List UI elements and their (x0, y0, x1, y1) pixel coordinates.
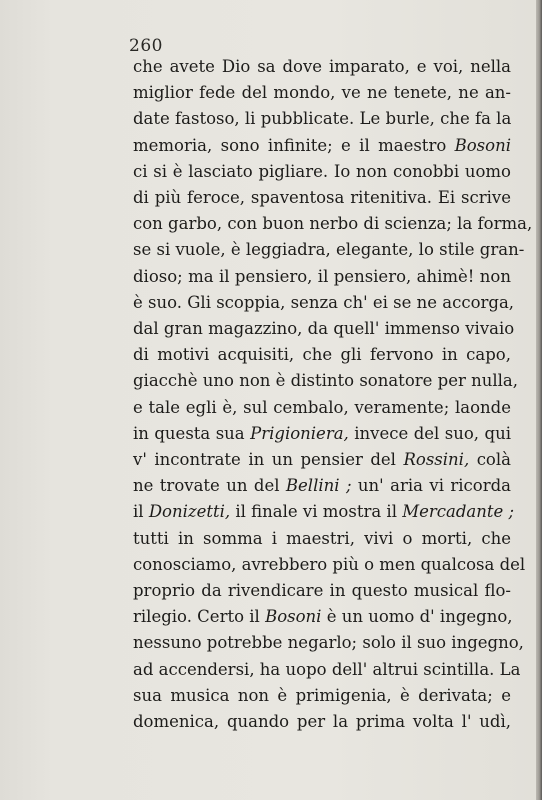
text-line (133, 80, 511, 106)
text-segment: che avete Dio sa dove imparato, e voi, nella (133, 57, 511, 76)
text-segment: proprio da rivendicare in questo musical flo- (133, 581, 511, 601)
text-segment: colà (469, 450, 511, 470)
text-segment: dal gran magazzino, da quell' immenso vivaio (133, 319, 515, 339)
page-edge-shadow (536, 0, 542, 800)
text-line (133, 683, 511, 709)
text-segment: in questa sua (133, 423, 251, 443)
text-line (133, 709, 511, 735)
text-segment: dioso; ma il pensiero, il pensiero, ahimè! non (133, 266, 511, 286)
text-line (133, 421, 511, 447)
text-segment: invece del suo, qui (348, 423, 511, 443)
text-segment: tutti in somma i maestri, vivi o morti, che (133, 528, 511, 548)
text-segment: v' incontrate in un pensier del (133, 450, 404, 470)
text-segment: date fastoso, li pubblicate. Le burle, che fa la (133, 109, 512, 129)
italic-name: Bosoni (454, 135, 511, 155)
text-line (133, 264, 511, 290)
text-segment: un' aria vi ricorda (351, 476, 512, 496)
text-segment: di più feroce, spaventosa ritenitiva. Ei scrive (133, 188, 511, 208)
text-segment: rilegio. Certo il (133, 607, 266, 627)
text-line (133, 316, 515, 342)
text-segment: e tale egli è, sul cembalo, veramente; laonde (133, 397, 511, 417)
text-line (133, 368, 518, 394)
italic-name: Bosoni (265, 607, 322, 627)
text-segment: sua musica non è primigenia, è derivata; e (133, 685, 511, 705)
italic-name: Donizetti, (148, 502, 231, 522)
text-segment: ne trovate un del (133, 476, 286, 496)
text-segment: il finale vi mostra il (230, 502, 403, 522)
text-line (133, 211, 533, 237)
text-segment: è suo. Gli scoppia, senza ch' ei se ne accorga, (133, 292, 515, 312)
text-segment: è un uomo d' ingegno, (321, 607, 513, 627)
page-number: 260 (129, 36, 163, 56)
italic-name: Rossini, (403, 450, 470, 470)
text-line (133, 526, 511, 552)
body-text (133, 54, 533, 735)
text-segment: conosciamo, avrebbero più o men qualcosa del (133, 554, 526, 574)
text-segment: ad accendersi, ha uopo dell' altrui scintilla. La (133, 659, 521, 679)
text-line (133, 657, 521, 683)
text-segment: miglior fede del mondo, ve ne tenete, ne an- (133, 83, 511, 103)
text-segment: di motivi acquisiti, che gli fervono in capo, (133, 345, 511, 365)
text-segment: se si vuole, è leggiadra, elegante, lo stile gran- (133, 240, 525, 260)
text-line (133, 578, 511, 604)
italic-name: Bellini ; (285, 476, 352, 496)
text-line (133, 604, 511, 630)
italic-name: Mercadante ; (402, 502, 515, 522)
text-line (133, 133, 511, 159)
text-line (133, 552, 526, 578)
text-segment: ci si è lasciato pigliare. Io non conobbi uomo (133, 161, 511, 181)
text-segment: domenica, quando per la prima volta l' udì, (133, 712, 511, 732)
text-segment: nessuno potrebbe negarlo; solo il suo ingegno, (133, 633, 524, 653)
text-segment: memoria, sono infinite; e il maestro (133, 135, 455, 155)
text-line (133, 159, 511, 185)
text-segment: il (133, 502, 149, 522)
text-line (133, 630, 524, 656)
text-line (133, 473, 511, 499)
text-line (133, 185, 511, 211)
text-segment: con garbo, con buon nerbo di scienza; la forma, (133, 214, 533, 234)
text-line (133, 395, 511, 421)
text-line (133, 342, 511, 368)
text-segment: giacchè uno non è distinto sonatore per nulla, (133, 371, 518, 391)
text-line (133, 54, 511, 80)
text-line (133, 106, 511, 132)
text-line (133, 499, 515, 525)
italic-name: Prigioniera, (250, 423, 349, 443)
text-line (133, 447, 511, 473)
text-line (133, 237, 525, 263)
text-line (133, 290, 515, 316)
